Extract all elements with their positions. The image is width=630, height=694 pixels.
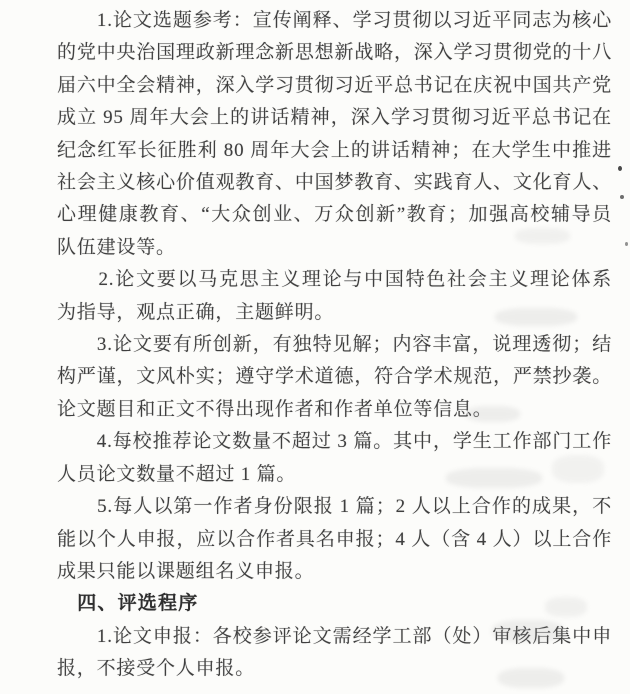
text-line: 为指导，观点正确，主题鲜明。 — [57, 301, 335, 323]
text-line: 纪念红军长征胜利 80 周年大会上的讲话精神；在大学生中推进 — [57, 139, 612, 161]
text-line: 1.论文选题参考：宣传阐释、学习贯彻以习近平同志为核心 — [57, 10, 612, 31]
text-line: 心理健康教育、“大众创业、万众创新”教育；加强高校辅导员 — [57, 204, 612, 226]
text-line: 5.每人以第一作者身份限报 1 篇；2 人以上合作的成果，不 — [57, 496, 612, 518]
text-line: 成立 95 周年大会上的讲话精神，深入学习贯彻习近平总书记在 — [57, 107, 612, 129]
text-line: 能以个人申报，应以合作者具名申报；4 人（含 4 人）以上合作 — [57, 528, 612, 550]
scan-smudge — [492, 620, 564, 642]
text-line: 4.每校推荐论文数量不超过 3 篇。其中，学生工作部门工作 — [57, 431, 612, 453]
section-heading-selection-procedure — [57, 588, 612, 620]
text-line: 成果只能以课题组名义申报。 — [57, 560, 315, 582]
paragraph-topic-reference — [57, 5, 612, 264]
scan-smudge — [545, 597, 587, 617]
section-heading: 四、评选程序 — [57, 593, 199, 615]
text-line: 的党中央治国理政新理念新思想新战略，深入学习贯彻党的十八 — [57, 42, 612, 64]
text-line: 2.论文要以马克思主义理论与中国特色社会主义理论体系 — [57, 269, 612, 291]
paragraph-author-limits — [57, 491, 612, 588]
text-line: 3.论文要有所创新，有独特见解；内容丰富，说理透彻；结 — [57, 334, 612, 356]
text-line: 报，不接受个人申报。 — [57, 658, 256, 680]
scan-speck — [618, 166, 622, 171]
scan-smudge — [446, 468, 542, 488]
scan-smudge — [498, 668, 564, 688]
text-line: 1.论文申报：各校参评论文需经学工部（处）审核后集中申 — [57, 625, 612, 647]
scan-smudge — [495, 308, 577, 326]
scan-smudge — [515, 228, 570, 244]
text-line: 人员论文数量不超过 1 篇。 — [57, 463, 297, 485]
scan-speck — [625, 242, 628, 246]
text-line: 队伍建设等。 — [57, 236, 176, 258]
scan-speck — [620, 195, 624, 199]
text-line: 论文题目和正文不得出现作者和作者单位等信息。 — [57, 398, 493, 420]
text-line: 社会主义核心价值观教育、中国梦教育、实践育人、文化育人、 — [57, 172, 612, 194]
text-line: 届六中全会精神，深入学习贯彻习近平总书记在庆祝中国共产党 — [57, 74, 612, 96]
document-text-block — [57, 5, 612, 686]
scan-smudge — [466, 406, 520, 422]
text-line: 构严谨，文风朴实；遵守学术道德，符合学术规范，严禁抄袭。 — [57, 366, 612, 388]
scan-smudge — [552, 455, 604, 483]
paragraph-originality-requirements — [57, 329, 612, 426]
